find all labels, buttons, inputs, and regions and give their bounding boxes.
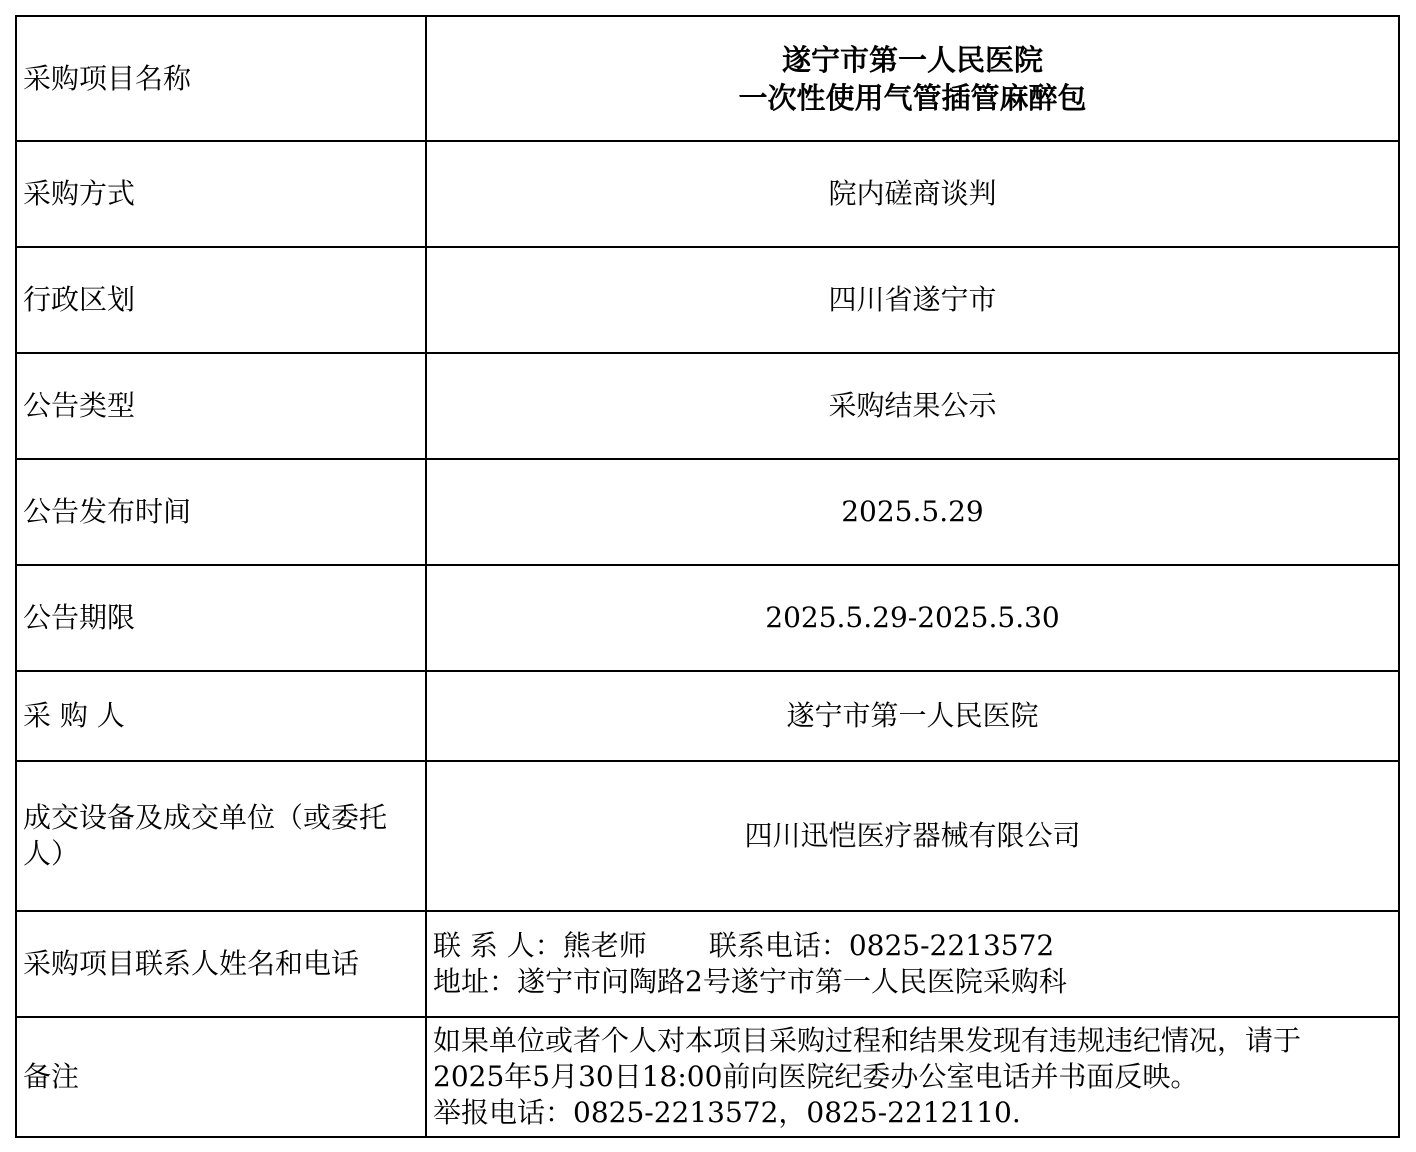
contact-phone: 联系电话：0825-2213572 (708, 929, 1055, 962)
region-value: 四川省遂宁市 (426, 247, 1399, 353)
winner-label: 成交设备及成交单位（或委托人） (16, 761, 426, 911)
period-label: 公告期限 (16, 565, 426, 671)
publish-time-value: 2025.5.29 (426, 459, 1399, 565)
row-notice-type (16, 353, 1399, 459)
contact-line1 (433, 928, 1392, 964)
project-name-label: 采购项目名称 (16, 16, 426, 141)
project-name-value (426, 16, 1399, 141)
row-contact (16, 911, 1399, 1017)
remarks-label: 备注 (16, 1017, 426, 1137)
notice-type-label: 公告类型 (16, 353, 426, 459)
contact-person: 联 系 人：熊老师 (433, 929, 647, 962)
row-purchaser (16, 671, 1399, 761)
row-method (16, 141, 1399, 247)
remarks-value (426, 1017, 1399, 1137)
contact-value (426, 911, 1399, 1017)
row-remarks (16, 1017, 1399, 1137)
project-name-line1: 遂宁市第一人民医院 (781, 42, 1043, 77)
project-name-line2: 一次性使用气管插管麻醉包 (738, 80, 1087, 115)
method-label: 采购方式 (16, 141, 426, 247)
contact-address: 地址：遂宁市问陶路2号遂宁市第一人民医院采购科 (433, 965, 1067, 998)
remarks-line2: 2025年5月30日18:00前向医院纪委办公室电话并书面反映。 (433, 1060, 1199, 1093)
purchaser-label: 采 购 人 (16, 671, 426, 761)
purchaser-value: 遂宁市第一人民医院 (426, 671, 1399, 761)
row-winner (16, 761, 1399, 911)
remarks-line1: 如果单位或者个人对本项目采购过程和结果发现有违规违纪情况，请于 (433, 1024, 1302, 1057)
winner-value: 四川迅恺医疗器械有限公司 (426, 761, 1399, 911)
contact-label: 采购项目联系人姓名和电话 (16, 911, 426, 1017)
row-period (16, 565, 1399, 671)
row-region (16, 247, 1399, 353)
region-label: 行政区划 (16, 247, 426, 353)
method-value: 院内磋商谈判 (426, 141, 1399, 247)
period-value: 2025.5.29-2025.5.30 (426, 565, 1399, 671)
row-project-name (16, 16, 1399, 141)
notice-type-value: 采购结果公示 (426, 353, 1399, 459)
publish-time-label: 公告发布时间 (16, 459, 426, 565)
remarks-line3: 举报电话：0825-2213572，0825-2212110. (433, 1096, 1021, 1129)
row-publish-time (16, 459, 1399, 565)
procurement-result-table (15, 15, 1400, 1138)
